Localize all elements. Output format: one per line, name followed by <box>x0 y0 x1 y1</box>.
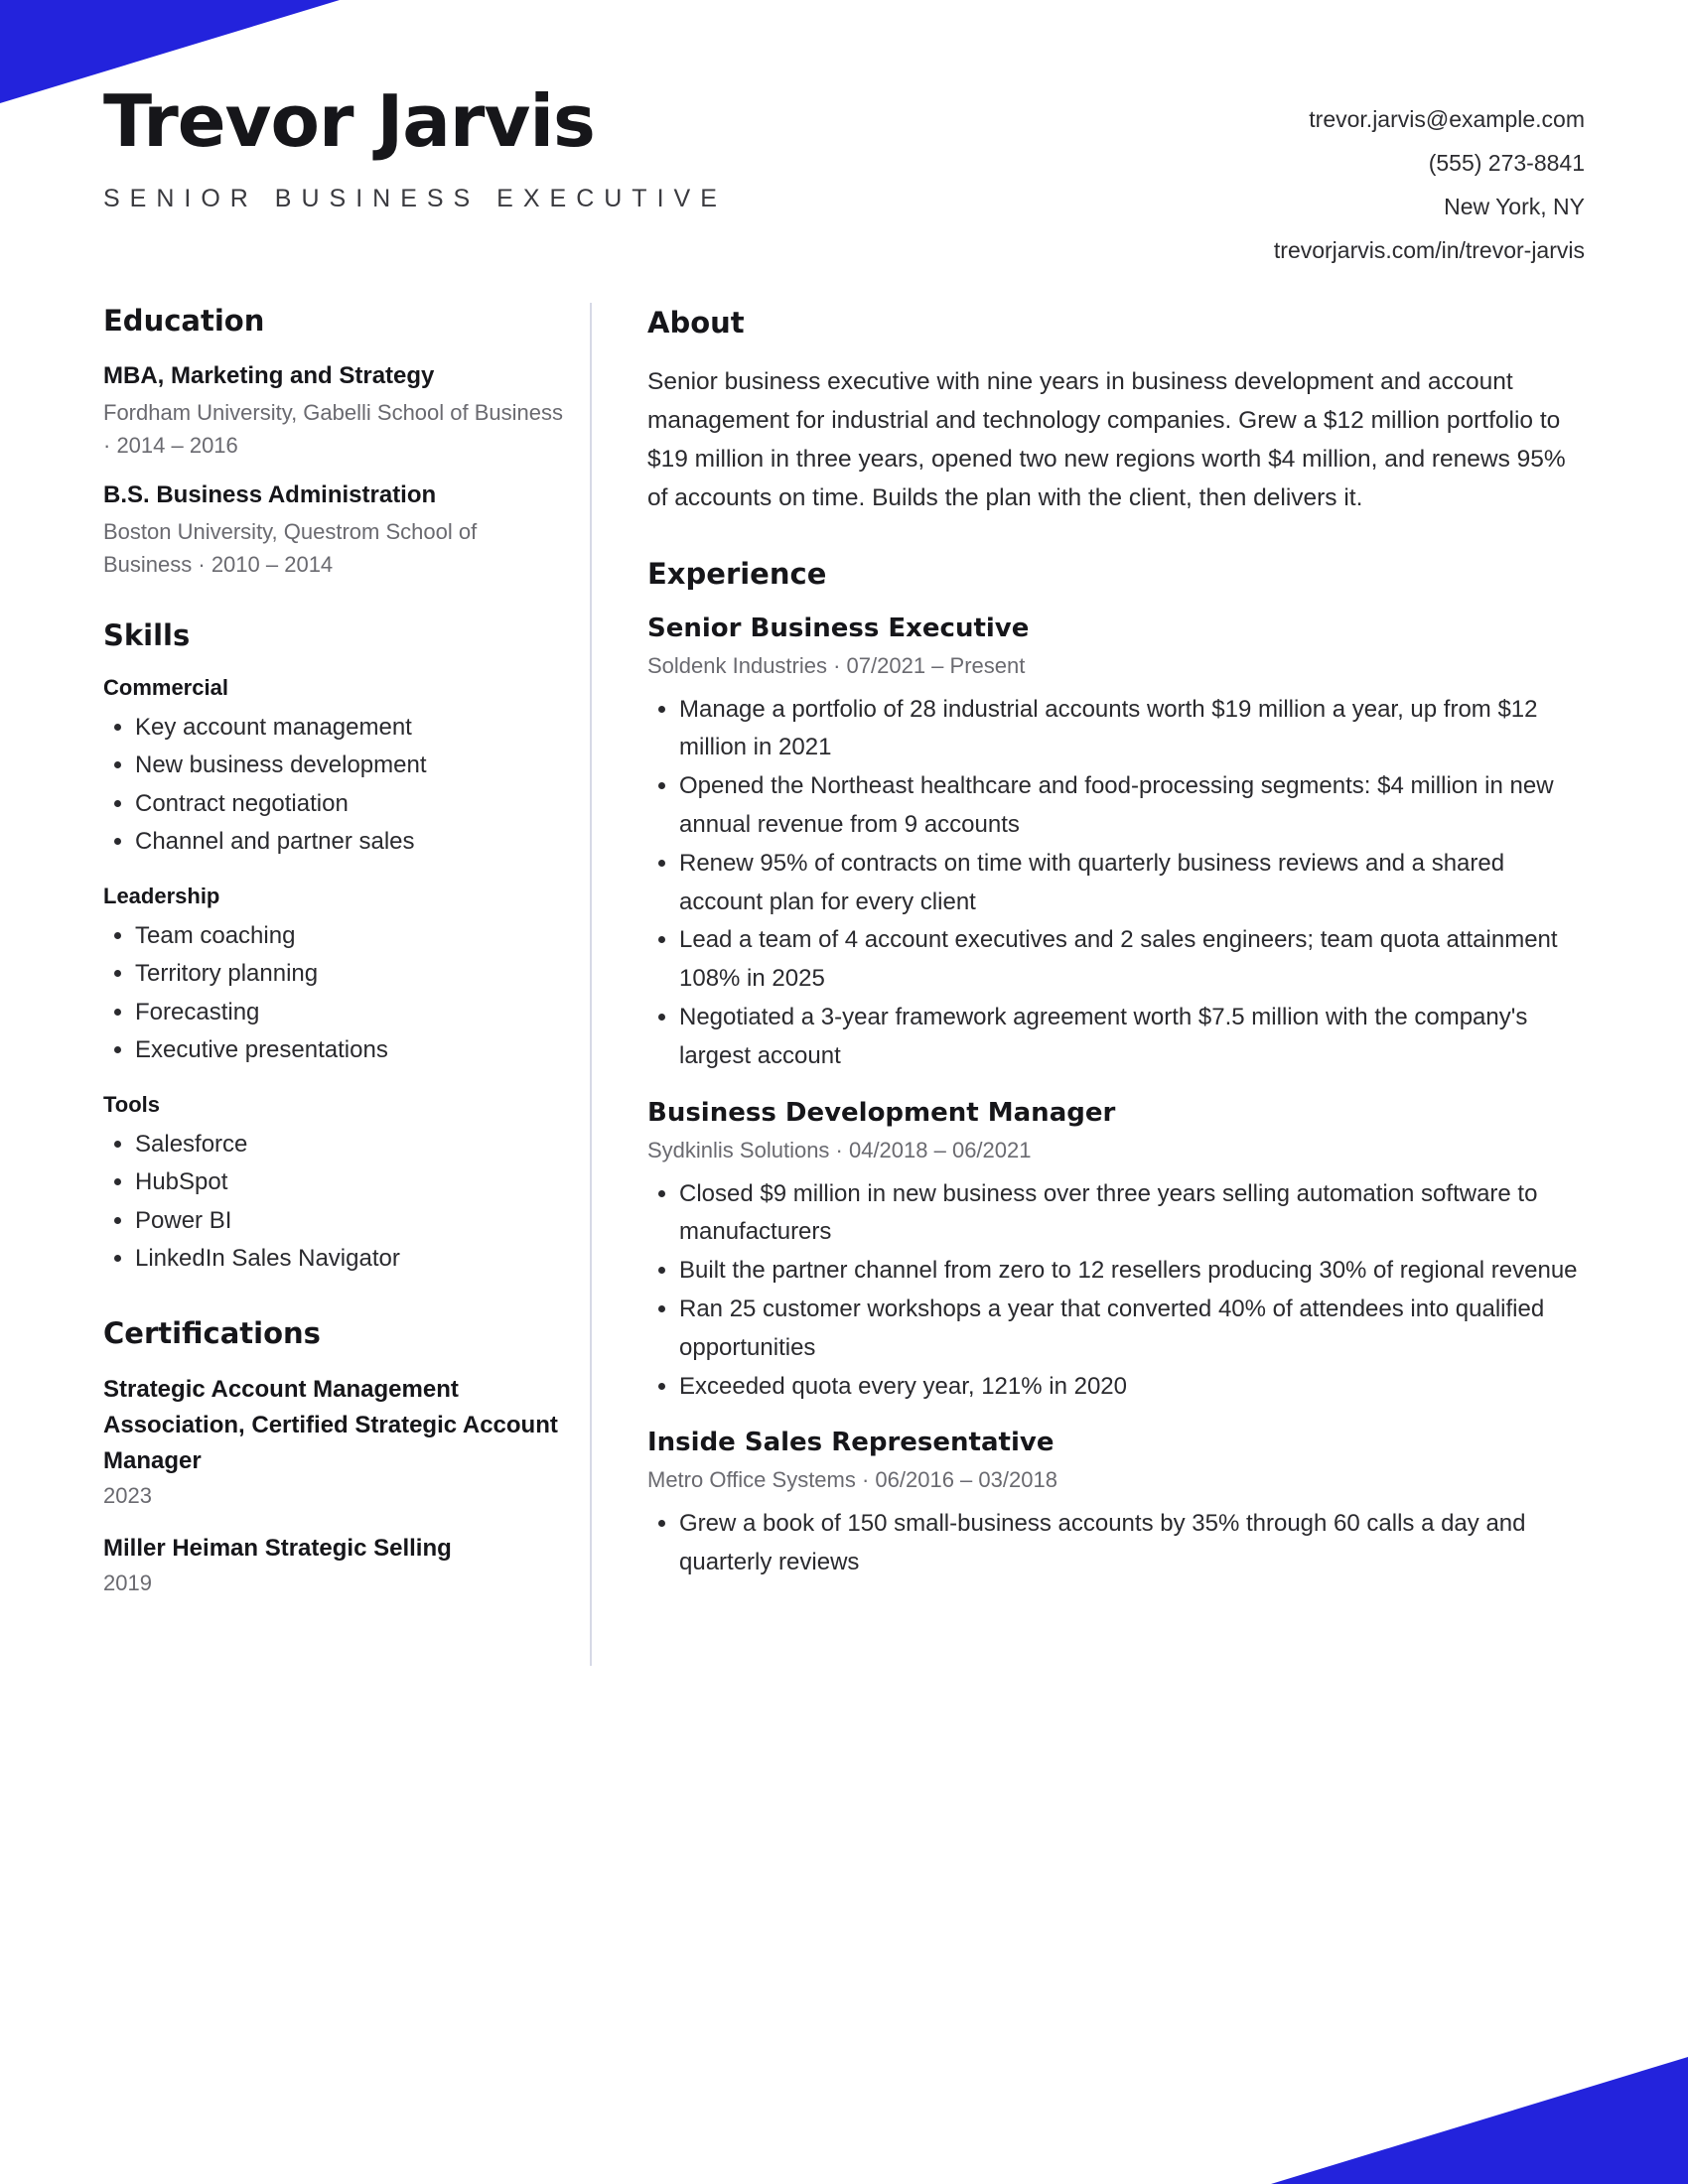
certifications-section <box>103 1316 570 1597</box>
education-degree: B.S. Business Administration <box>103 480 437 508</box>
candidate-name: Trevor Jarvis <box>103 79 595 163</box>
job-meta: Sydkinlis Solutions · 04/2018 – 06/2021 <box>647 1137 1032 1162</box>
job-title: Business Development Manager <box>647 1097 1116 1128</box>
job-bullets <box>647 1505 1589 1582</box>
certification-name: Miller Heiman Strategic Selling <box>103 1535 452 1563</box>
skill-item: • Power BI <box>135 1202 570 1241</box>
resume-header <box>103 79 727 213</box>
contact-website[interactable]: trevorjarvis.com/in/trevor-jarvis <box>1273 237 1585 263</box>
skill-item: • Salesforce <box>135 1126 570 1164</box>
job-title: Senior Business Executive <box>647 613 1030 643</box>
education-section <box>103 304 570 581</box>
skill-group-label: Leadership <box>103 883 220 908</box>
skill-item: • Key account management <box>135 709 570 748</box>
contact-block <box>1274 97 1585 272</box>
skill-item: • Territory planning <box>135 955 570 994</box>
skill-item: • HubSpot <box>135 1163 570 1202</box>
skills-heading: Skills <box>103 617 191 652</box>
skill-group-label: Commercial <box>103 674 228 700</box>
job-bullet: • Negotiated a 3-year framework agreement worth $7.5 million with the company's largest account <box>679 999 1589 1076</box>
job-bullet: • Lead a team of 4 account executives and 2 sales engineers; team quota attainment 108% in 2025 <box>679 921 1589 999</box>
about-section <box>647 306 1589 517</box>
skill-list <box>103 917 570 1070</box>
certifications-heading: Certifications <box>103 1315 321 1350</box>
education-item <box>103 481 570 581</box>
job-meta: Metro Office Systems · 06/2016 – 03/2018 <box>647 1467 1057 1493</box>
job-bullet: • Exceeded quota every year, 121% in 2020 <box>679 1368 1589 1407</box>
skill-item: • Channel and partner sales <box>135 823 570 862</box>
job-entry <box>647 614 1589 1076</box>
job-bullet: • Built the partner channel from zero to 12 resellers producing 30% of regional revenue <box>679 1252 1589 1291</box>
education-school: Boston University, Questrom School of Business · 2010 – 2014 <box>103 518 478 577</box>
contact-email[interactable]: trevor.jarvis@example.com <box>1309 106 1585 132</box>
job-bullets <box>647 1175 1589 1407</box>
about-paragraph: Senior business executive with nine years in business development and account management for industrial and technology companies. Grew a $12 million portfolio to $19 million in three years, opened two new regions worth $4 million, and renews 95% of accounts on time. Builds the plan with the client, then delivers it. <box>647 367 1566 511</box>
left-column <box>103 304 570 1596</box>
job-bullet: • Opened the Northeast healthcare and food-processing segments: $4 million in new annual revenue from 9 accounts <box>679 767 1589 845</box>
job-bullet: • Renew 95% of contracts on time with quarterly business reviews and a shared account plan for every client <box>679 845 1589 922</box>
certification-year: 2019 <box>103 1570 152 1596</box>
skill-item: • Forecasting <box>135 994 570 1032</box>
skill-item: • New business development <box>135 747 570 785</box>
job-bullet: • Grew a book of 150 small-business accounts by 35% through 60 calls a day and quarterly reviews <box>679 1505 1589 1582</box>
about-heading: About <box>647 306 745 340</box>
job-entry <box>647 1098 1589 1407</box>
skill-item: • Contract negotiation <box>135 785 570 824</box>
education-degree: MBA, Marketing and Strategy <box>103 361 435 389</box>
job-bullet: • Manage a portfolio of 28 industrial accounts worth $19 million a year, up from $12 million in 2021 <box>679 691 1589 768</box>
column-divider <box>590 303 592 1666</box>
job-bullet: • Ran 25 customer workshops a year that converted 40% of attendees into qualified opportunities <box>679 1291 1589 1368</box>
certification-name: Strategic Account Management Association, Certified Strategic Account Manager <box>103 1376 558 1475</box>
corner-accent-bottom-right <box>1271 2057 1688 2184</box>
experience-heading: Experience <box>647 556 827 591</box>
job-title: Inside Sales Representative <box>647 1428 1055 1458</box>
experience-section <box>647 557 1589 1582</box>
skill-item: • LinkedIn Sales Navigator <box>135 1240 570 1279</box>
skill-list <box>103 1126 570 1279</box>
education-school: Fordham University, Gabelli School of Business · 2014 – 2016 <box>103 399 564 458</box>
skill-item: • Executive presentations <box>135 1031 570 1070</box>
candidate-title: SENIOR BUSINESS EXECUTIVE <box>103 185 727 212</box>
contact-phone[interactable]: (555) 273-8841 <box>1428 150 1585 176</box>
job-entry <box>647 1428 1589 1582</box>
skills-section <box>103 618 570 1279</box>
job-meta: Soldenk Industries · 07/2021 – Present <box>647 652 1026 678</box>
education-item <box>103 362 570 462</box>
contact-location: New York, NY <box>1444 194 1585 219</box>
skill-list <box>103 709 570 862</box>
right-column <box>647 306 1589 1582</box>
job-bullets <box>647 691 1589 1076</box>
skill-group-label: Tools <box>103 1091 161 1117</box>
skill-item: • Team coaching <box>135 917 570 956</box>
education-heading: Education <box>103 304 265 338</box>
job-bullet: • Closed $9 million in new business over three years selling automation software to manufacturers <box>679 1175 1589 1253</box>
certification-year: 2023 <box>103 1483 152 1509</box>
